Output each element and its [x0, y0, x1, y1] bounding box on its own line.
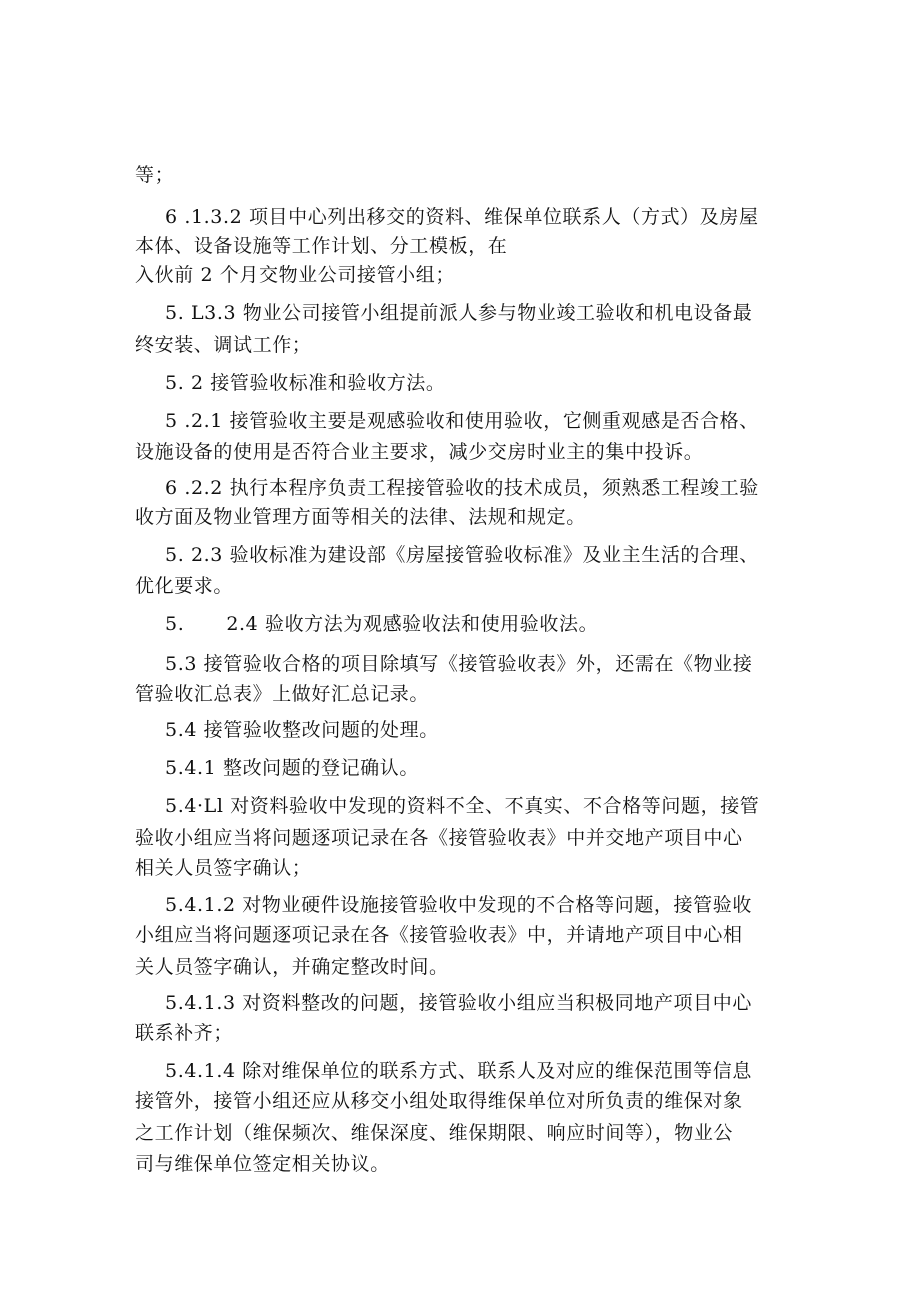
text-line: 5.4.1.2 对物业硬件设施接管验收中发现的不合格等问题，接管验收 [165, 894, 752, 916]
text-line: 关人员签字确认，并确定整改时间。 [135, 956, 449, 978]
text-line: 5. L3.3 物业公司接管小组提前派人参与物业竣工验收和机电设备最 [165, 302, 753, 324]
section-heading: 5.4 接管验收整改问题的处理。 [165, 719, 439, 741]
text-line: 5. 2.3 验收标准为建设部《房屋接管验收标准》及业主生活的合理、 [165, 544, 759, 566]
text-line: 5.4.1.4 除对维保单位的联系方式、联系人及对应的维保范围等信息 [165, 1060, 752, 1082]
text-line: 小组应当将问题逐项记录在各《接管验收表》中，并请地产项目中心相 [135, 924, 743, 946]
text-line [165, 612, 598, 636]
text-line: 相关人员签字确认； [135, 857, 312, 879]
text-line: 5 .2.1 接管验收主要是观感验收和使用验收，它侧重观感是否合格、 [165, 410, 759, 432]
text-line: 6 .1.3.2 项目中心列出移交的资料、维保单位联系人（方式）及房屋 [165, 206, 759, 228]
text-line: 管验收汇总表》上做好汇总记录。 [135, 683, 430, 705]
text-line: 本体、设备设施等工作计划、分工模板，在 [135, 235, 508, 257]
text-line: 联系补齐； [135, 1022, 234, 1044]
text-line: 终安装、调试工作； [135, 334, 312, 356]
text-line: 5.4.1.3 对资料整改的问题，接管验收小组应当积极同地产项目中心 [165, 992, 752, 1014]
text-line: 5.4·Ll 对资料验收中发现的资料不全、不真实、不合格等问题，接管 [165, 795, 760, 817]
text-line: 设施设备的使用是否符合业主要求，减少交房时业主的集中投诉。 [135, 441, 704, 463]
text-line: 5.4.1 整改问题的登记确认。 [165, 757, 419, 779]
text-line: 接管外，接管小组还应从移交小组处取得维保单位对所负责的维保对象 [135, 1090, 743, 1112]
section-heading: 5. 2 接管验收标准和验收方法。 [165, 372, 446, 394]
text-line: 5.3 接管验收合格的项目除填写《接管验收表》外，还需在《物业接 [165, 653, 753, 675]
item-number: 5. [165, 613, 185, 635]
item-text: 2.4 验收方法为观感验收法和使用验收法。 [226, 613, 599, 635]
text-line: 收方面及物业管理方面等相关的法律、法规和规定。 [135, 506, 586, 528]
text-line: 入伙前 2 个月交物业公司接管小组； [135, 264, 455, 286]
text-line: 等； [135, 164, 175, 186]
text-line: 司与维保单位签定相关协议。 [135, 1153, 390, 1175]
text-line: 6 .2.2 执行本程序负责工程接管验收的技术成员，须熟悉工程竣工验 [165, 477, 759, 499]
text-line: 验收小组应当将问题逐项记录在各《接管验收表》中并交地产项目中心 [135, 827, 743, 849]
text-line: 之工作计划（维保频次、维保深度、维保期限、响应时间等），物业公 [135, 1122, 734, 1144]
text-line: 优化要求。 [135, 575, 234, 597]
